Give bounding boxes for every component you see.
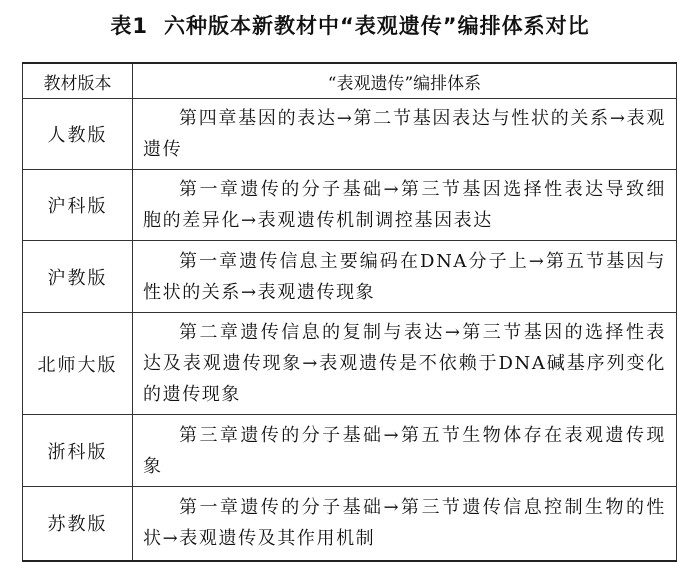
system-cell bbox=[133, 415, 677, 487]
version-cell: 人教版 bbox=[23, 99, 133, 170]
table-row bbox=[23, 487, 677, 561]
table-caption bbox=[0, 10, 700, 40]
system-text: 第二章遗传信息的复制与表达→第三节基因的选择性表达及表观遗传现象→表观遗传是不依赖于DNA碱基序列变化的遗传现象 bbox=[143, 322, 666, 405]
table-row bbox=[23, 415, 677, 487]
system-cell bbox=[133, 241, 677, 313]
system-text: 第一章遗传的分子基础→第三节遗传信息控制生物的性状→表观遗传及其作用机制 bbox=[143, 497, 666, 550]
version-cell: 沪科版 bbox=[23, 170, 133, 241]
table-number: 表1 bbox=[110, 14, 148, 38]
table-title: 六种版本新教材中“表观遗传”编排体系对比 bbox=[164, 14, 590, 38]
system-text: 第三章遗传的分子基础→第五节生物体存在表观遗传现象 bbox=[143, 424, 666, 477]
system-text: 第四章基因的表达→第二节基因表达与性状的关系→表观遗传 bbox=[143, 108, 666, 160]
system-cell bbox=[133, 487, 677, 561]
version-cell: 苏教版 bbox=[23, 487, 133, 561]
comparison-table bbox=[22, 62, 677, 562]
version-cell: 沪教版 bbox=[23, 241, 133, 313]
column-header-system: “表观遗传”编排体系 bbox=[133, 63, 677, 99]
table-row bbox=[23, 170, 677, 241]
table-row bbox=[23, 99, 677, 170]
system-cell bbox=[133, 313, 677, 415]
table-row bbox=[23, 241, 677, 313]
version-cell: 浙科版 bbox=[23, 415, 133, 487]
system-text: 第一章遗传信息主要编码在DNA分子上→第五节基因与性状的关系→表观遗传现象 bbox=[143, 250, 666, 303]
version-cell: 北师大版 bbox=[23, 313, 133, 415]
system-cell bbox=[133, 170, 677, 241]
table-header-row bbox=[23, 63, 677, 99]
system-text: 第一章遗传的分子基础→第三节基因选择性表达导致细胞的差异化→表观遗传机制调控基因表达 bbox=[143, 179, 666, 231]
table-row bbox=[23, 313, 677, 415]
column-header-version: 教材版本 bbox=[23, 63, 133, 99]
system-cell bbox=[133, 99, 677, 170]
